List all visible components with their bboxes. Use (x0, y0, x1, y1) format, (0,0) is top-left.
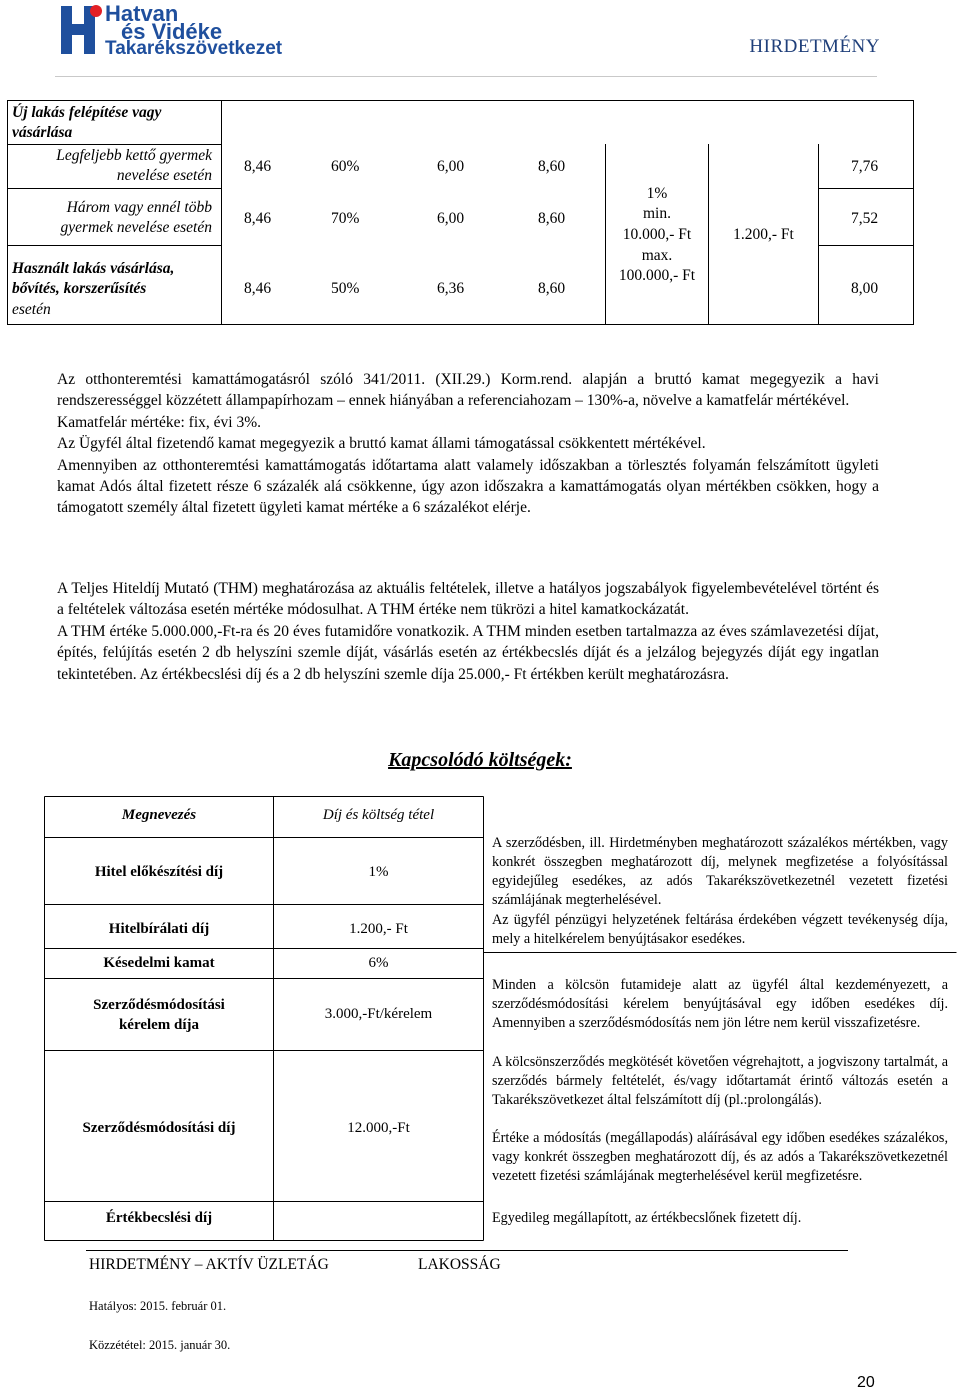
row-label: Használt lakás vásárlása, (12, 260, 175, 277)
row-label: bővítés, korszerűsítés (12, 280, 147, 297)
cost-description: Értéke a módosítás (megállapodás) aláírásával egy időben esedékes százalékos, vagy konkrét összegben meghatározott díj, és az adós a Takarékszövetkezetnél vezetett fizetési számlájának megterhelésével kerül megfizetésre. (492, 1130, 948, 1184)
rate-cell: 8,46 (244, 280, 272, 297)
cost-name: Hitel előkészítési díj (94, 864, 224, 880)
fee-cell: 10.000,- Ft (622, 226, 692, 243)
row-label: Három vagy ennél több (66, 199, 212, 216)
thm-cell: 7,52 (851, 210, 879, 227)
paragraph: Amennyiben az otthonteremtési kamattámogatás időtartama alatt valamely időszakban a törlesztés folyamán felszámított ügyleti kamat Adós által fizetett része 6 százalék alá csökkenne, úgy azon időszakra a kamattámogatás olyan mértékben csökken, hogy a támogatott személy által fizetett ügyleti kamat mértéke a 6 százalékot elérje. (57, 456, 879, 517)
cost-description: Minden a kölcsön futamideje alatt az ügyfél által kezdeményezett, a szerződésmódosítási kérelem benyújtásával egy időben esedékes díj. Amennyiben a szerződésmódosítás nem jön létre nem kerül visszafizetésre. (492, 977, 948, 1031)
publish-date: Közzététel: 2015. január 30. (89, 1338, 231, 1352)
cost-name: Szerződésmódosítási díj (82, 1120, 236, 1136)
footer-divider (86, 1250, 848, 1251)
logo-line-1: Hatvan (105, 1, 179, 26)
rate-cell: 8,46 (244, 158, 272, 175)
rate-cell: 6,00 (437, 210, 465, 227)
rate-cell: 8,60 (538, 280, 566, 297)
footer-right: LAKOSSÁG (418, 1256, 501, 1273)
cost-name: Késedelmi kamat (103, 955, 215, 971)
row-label: gyermek nevelése esetén (60, 219, 212, 236)
cost-name: Értékbecslési díj (105, 1210, 213, 1226)
rate-cell: 70% (331, 210, 360, 227)
cost-header-name: Megnevezés (121, 807, 197, 823)
cost-description: A kölcsönszerződés megkötését követően végrehajtott, a jogviszony tartalmát, a szerződés bármely feltételét, és/vagy időtartamát érintő változás esetén a Takarékszövetkezet által felszámított díj (pl.:prolongálás). (492, 1054, 948, 1108)
cost-name: Hitelbírálati díj (108, 921, 210, 937)
row-label: esetén (12, 301, 51, 318)
rate-cell: 50% (331, 280, 360, 297)
cost-fee: 3.000,-Ft/kérelem (324, 1006, 433, 1022)
footer-left: HIRDETMÉNY – AKTÍV ÜZLETÁG (89, 1256, 329, 1273)
page-header-title: HIRDETMÉNY (749, 36, 880, 57)
fee-cell: 1% (646, 185, 668, 202)
cost-header-fee: Díj és költség tétel (322, 807, 435, 823)
rate-cell: 8,60 (538, 158, 566, 175)
paragraph: Az Ügyfél által fizetendő kamat megegyezik a bruttó kamat állami támogatással csökkentett mértékével. (57, 435, 706, 453)
row-label: Legfeljebb kettő gyermek (56, 147, 212, 164)
cost-fee: 1.200,- Ft (349, 921, 408, 937)
valid-date: Hatályos: 2015. február 01. (89, 1299, 227, 1313)
loan-purpose-label: Új lakás felépítése vagy (12, 104, 162, 121)
paragraph: A Teljes Hiteldíj Mutató (THM) meghatározása az aktuális feltételek, illetve a hatályos jogszabályok figyelembevételével történt és a feltételek változása esetén mértéke módosulhat. A THM értéke nem tükrözi a hitel kamatkockázatát. (57, 580, 879, 619)
loan-purpose-label: vásárlása (12, 124, 73, 141)
review-fee-cell: 1.200,- Ft (733, 226, 794, 243)
fee-cell: max. (641, 247, 673, 264)
logo-line-3: Takarékszövetkezet (105, 38, 283, 59)
section-title: Kapcsolódó költségek: (388, 749, 572, 771)
fee-cell: 100.000,- Ft (618, 267, 696, 284)
cost-fee: 12.000,-Ft (347, 1120, 410, 1136)
thm-cell: 8,00 (851, 280, 879, 297)
thm-cell: 7,76 (851, 158, 879, 175)
rate-cell: 6,36 (437, 280, 465, 297)
rate-cell: 8,46 (244, 210, 272, 227)
rate-cell: 8,60 (538, 210, 566, 227)
cost-description: A szerződésben, ill. Hirdetményben meghatározott százalékos mértékben, vagy konkrét összegben meghatározott díj, melynek megfizetése a folyósítással egyidejűleg esedékes, az adós Takarékszövetkezetnél vezetett fizetési számlájának megterhelésével. (492, 835, 948, 908)
cost-fee: 6% (368, 955, 389, 971)
paragraph: A THM értéke 5.000.000,-Ft-ra és 20 éves futamidőre vonatkozik. A THM minden esetben tartalmazza az éves számlavezetési díjat, építés, felújítás esetén 2 db helyszíni szemle díját, vásárlás esetén az értékbecslés díját és a jelzálog bejegyzés díját egy ingatlan tekintetében. Az értékbecslési díj és a 2 db helyszíni szemle díja 25.000,- Ft értékben került meghatározásra. (57, 622, 879, 683)
cost-description: Egyedileg megállapított, az értékbecslőnek fizetett díj. (492, 1210, 802, 1226)
paragraph: Az otthonteremtési kamattámogatásról szóló 341/2011. (XII.29.) Korm.rend. alapján a bruttó kamat megegyezik a havi rendszerességgel közzétett állampapírhozam – ennek hiányában a referenciahozam – 130%-a, növelve a kamatfelár mértékével. (57, 371, 879, 410)
cost-name: Szerződésmódosítási (93, 997, 225, 1013)
rate-cell: 6,00 (437, 158, 465, 175)
cost-name: kérelem díja (118, 1017, 200, 1033)
logo-line-2: és Vidéke (121, 19, 223, 44)
page-number: 20 (857, 1374, 875, 1391)
rate-cell: 60% (331, 158, 360, 175)
fee-cell: min. (643, 205, 671, 222)
paragraph: Kamatfelár mértéke: fix, évi 3%. (57, 413, 261, 431)
row-label: nevelése esetén (116, 167, 212, 184)
cost-fee: 1% (368, 864, 389, 880)
cost-description: Az ügyfél pénzügyi helyzetének feltárása érdekében végzett tevékenység díja, mely a hitelkérelem benyújtásakor esedékes. (492, 912, 948, 947)
